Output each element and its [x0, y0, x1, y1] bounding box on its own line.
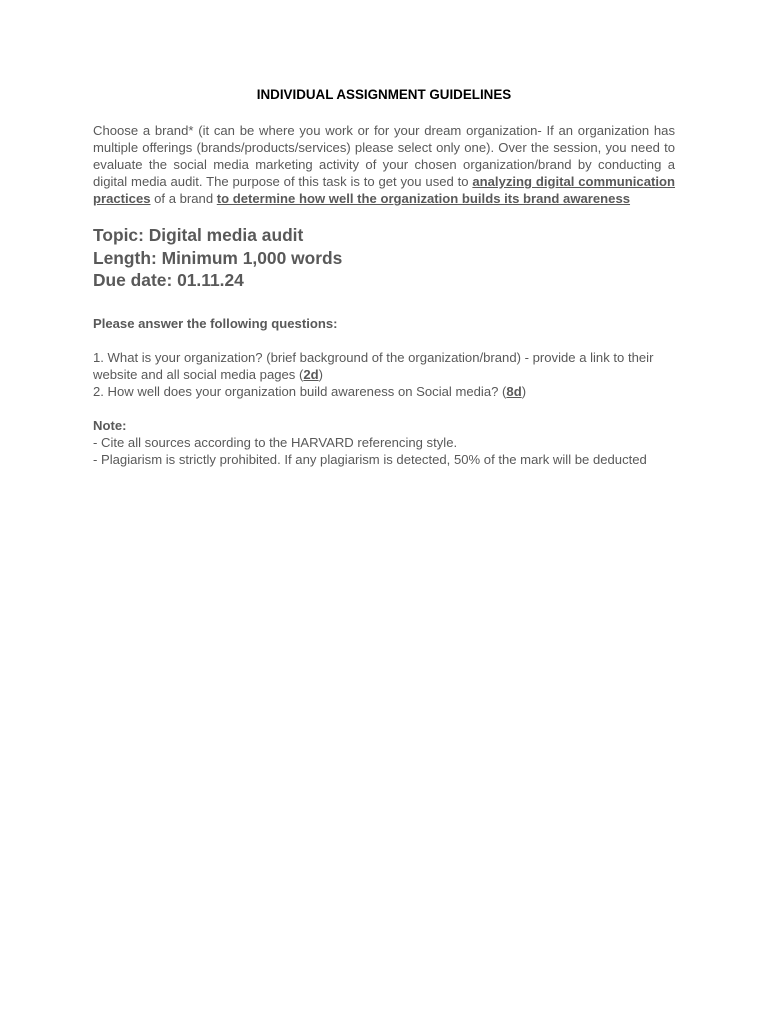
question-points: 2d [303, 366, 319, 382]
intro-emphasis-brand-awareness: to determine how well the organization builds its brand awareness [216, 191, 631, 206]
questions-list [93, 349, 675, 400]
note-item-plagiarism: - Plagiarism is strictly prohibited. If any plagiarism is detected, 50% of the mark will be deducted [93, 451, 647, 467]
intro-emphasis-digital-practices: analyzing digital communication practices [93, 174, 675, 206]
topic-line: Topic: Digital media audit [93, 225, 304, 245]
intro-text-part-2: of a brand [150, 191, 217, 206]
assignment-meta [93, 224, 675, 292]
note-heading: Note: [93, 417, 127, 433]
question-close: ) [318, 366, 324, 382]
intro-text-part-1: Choose a brand* (it can be where you work or for your dream organization- If an organization has multiple offerings (brands/products/services) please select only one). Over the session, you need to evaluate the social media marketing activity of your chosen organization/brand by conducting a digital media audit. The purpose of this task is to get you used to [93, 123, 675, 189]
question-points: 8d [506, 383, 522, 399]
question-text: 2. How well does your organization build awareness on Social media? ( [93, 383, 507, 399]
question-item [93, 349, 675, 383]
question-item [93, 383, 675, 400]
document-page [93, 86, 675, 468]
intro-paragraph [93, 122, 675, 207]
length-line: Length: Minimum 1,000 words [93, 247, 343, 268]
question-text: 1. What is your organization? (brief background of the organization/brand) - provide a link to their website and all social media pages ( [93, 349, 654, 382]
due-date-line: Due date: 01.11.24 [93, 270, 244, 290]
note-section [93, 417, 675, 468]
document-title: INDIVIDUAL ASSIGNMENT GUIDELINES [256, 87, 512, 102]
question-close: ) [521, 383, 527, 399]
questions-prompt: Please answer the following questions: [93, 315, 338, 331]
note-item-referencing: - Cite all sources according to the HARVARD referencing style. [93, 434, 458, 450]
